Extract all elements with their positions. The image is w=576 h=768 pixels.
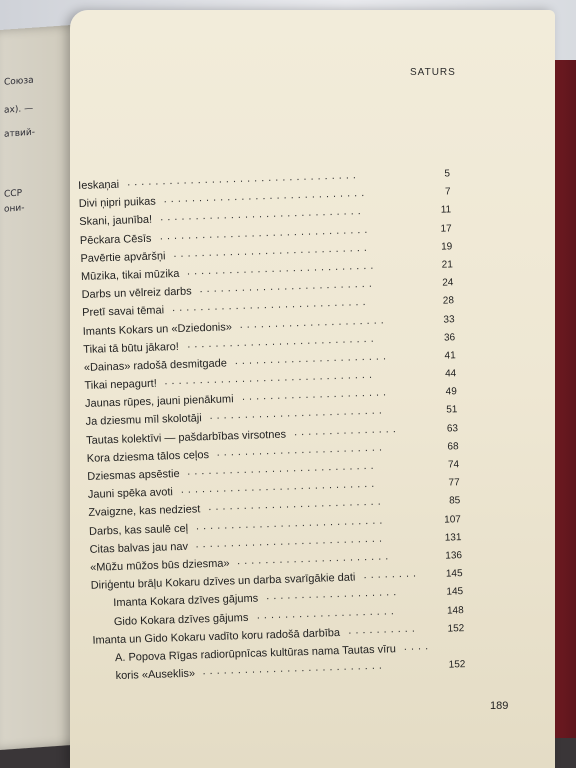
toc-leader-dots: ............................. (163, 187, 369, 206)
toc-page-number: 74 (447, 459, 460, 471)
toc-leader-dots: ..................... (241, 386, 391, 404)
toc-leader-dots: .............................. (159, 223, 372, 243)
toc-title: Pēckara Cēsīs (79, 232, 152, 247)
toc-page-number: 36 (443, 331, 456, 344)
toc-leader-dots: .......... (348, 622, 419, 637)
toc-leader-dots: ........................... (195, 532, 387, 551)
toc-leader-dots: ..................... (239, 313, 388, 331)
toc-title: Mūzika, tikai mūzika (80, 267, 180, 283)
toc-title: koris «Auseklis» (115, 667, 196, 683)
toc-title: Imanta un Gido Kokaru vadīto koru radošā darbība (92, 626, 341, 647)
toc-title: «Mūžu mūžos būs dziesma» (89, 557, 230, 574)
toc-page-number: 63 (446, 422, 459, 435)
toc-title: Tikai nepagurt! (84, 377, 157, 392)
left-page-fragment: атвий- (4, 127, 36, 140)
toc-page-number: 51 (446, 404, 458, 416)
left-page-fragment: ССР (4, 188, 22, 200)
toc-page-number: 33 (443, 313, 455, 326)
toc-page-number: 145 (445, 568, 463, 580)
toc-title: Imanta Kokara dzīves gājums (113, 592, 259, 610)
toc-page-number: 85 (448, 495, 461, 507)
toc-title: Ieskaņai (78, 178, 120, 192)
left-page-fragment: Союза (4, 75, 34, 88)
toc-page-number: 41 (444, 350, 456, 362)
toc-page-number: 21 (441, 259, 454, 271)
toc-leader-dots: ............................. (160, 205, 365, 224)
toc-page-number: 19 (440, 241, 453, 253)
toc-page-number: 28 (442, 295, 455, 307)
toc-page-number: 152 (447, 622, 465, 635)
toc-page-number: 11 (440, 204, 452, 216)
toc-page-number: 136 (445, 550, 463, 562)
toc-title: Pavērtie apvāršņi (80, 250, 166, 265)
toc-page-number: 152 (448, 659, 466, 671)
toc-title: Jauni spēka avoti (87, 486, 174, 502)
toc-leader-dots: ......................... (209, 404, 386, 423)
toc-title: Zvaigzne, kas nedziest (88, 503, 201, 520)
toc-title: Tautas kolektīvi — pašdarbības virsotnes (85, 428, 287, 447)
toc-leader-dots: ............................ (180, 477, 379, 497)
toc-leader-dots: ........................... (186, 259, 378, 278)
toc-title: Kora dziesma tālos ceļos (86, 448, 210, 465)
toc-leader-dots: .......................... (202, 659, 387, 678)
toc-leader-dots: ...................... (236, 550, 393, 568)
toc-page-number: 145 (446, 586, 464, 598)
toc-leader-dots: ...................... (234, 350, 391, 368)
toc-title: Skani, jaunība! (79, 214, 153, 229)
toc-leader-dots: .................... (256, 604, 398, 622)
toc-leader-dots: ......................... (199, 277, 377, 296)
toc-page-number: 17 (440, 222, 452, 235)
toc-leader-dots: ................... (265, 586, 401, 603)
toc-title: Divi ņipri puikas (78, 195, 156, 211)
toc-title: Darbs, kas saulē ceļ (88, 522, 189, 538)
left-page-fragment: ах). — (4, 103, 34, 116)
toc-page-number: 5 (444, 168, 451, 180)
toc-leader-dots: ............................ (171, 296, 370, 315)
page-title: SATURS (410, 67, 456, 78)
toc-leader-dots: ........................... (187, 332, 378, 351)
toc-page-number: 148 (446, 604, 464, 617)
table-of-contents (78, 167, 494, 689)
toc-leader-dots: ........................... (187, 459, 378, 478)
toc-title: «Dainas» radošā desmitgade (83, 357, 228, 374)
toc-title: Diriģentu brāļu Kokaru dzīves un darba svarīgākie dati (90, 571, 356, 592)
toc-page-number: 44 (444, 368, 457, 380)
toc-leader-dots: ................................. (126, 169, 361, 189)
toc-page-number: 131 (444, 531, 462, 544)
toc-title: Ja dziesmu mīl skolotāji (85, 412, 202, 429)
toc-title: A. Popova Rīgas radiorūpnīcas kultūras nama Tautas vīru (114, 643, 397, 664)
toc-title: Darbs un vēlreiz darbs (81, 285, 192, 302)
toc-leader-dots: .... (403, 639, 433, 653)
left-page-fragment: они- (4, 203, 25, 215)
toc-page-number: 49 (445, 386, 458, 398)
toc-leader-dots: ........ (363, 567, 421, 582)
toc-leader-dots: ............................ (173, 241, 372, 260)
toc-page-number: 7 (444, 186, 451, 198)
toc-leader-dots: .............................. (164, 368, 377, 388)
toc-leader-dots: ........................ (216, 441, 387, 459)
toc-page-number: 24 (442, 277, 454, 289)
toc-title: Gido Kokara dzīves gājums (113, 611, 249, 628)
toc-leader-dots: ........................... (195, 514, 387, 533)
toc-leader-dots: ............... (293, 422, 401, 438)
toc-page-number: 68 (447, 440, 459, 453)
toc-title: Jaunas rūpes, jauni pienākumi (84, 393, 234, 411)
toc-title: Imants Kokars un «Dziedonis» (82, 320, 233, 338)
toc-title: Pretī savai tēmai (81, 304, 165, 320)
toc-leader-dots: ......................... (208, 495, 385, 514)
toc-page-number: 107 (443, 513, 462, 526)
page-number: 189 (490, 700, 509, 712)
toc-title: Citas balvas jau nav (89, 540, 189, 556)
toc-title: Tikai tā būtu jākaro! (83, 340, 180, 356)
toc-title: Dziesmas apsēstie (87, 467, 180, 483)
toc-page-number: 77 (448, 477, 460, 489)
